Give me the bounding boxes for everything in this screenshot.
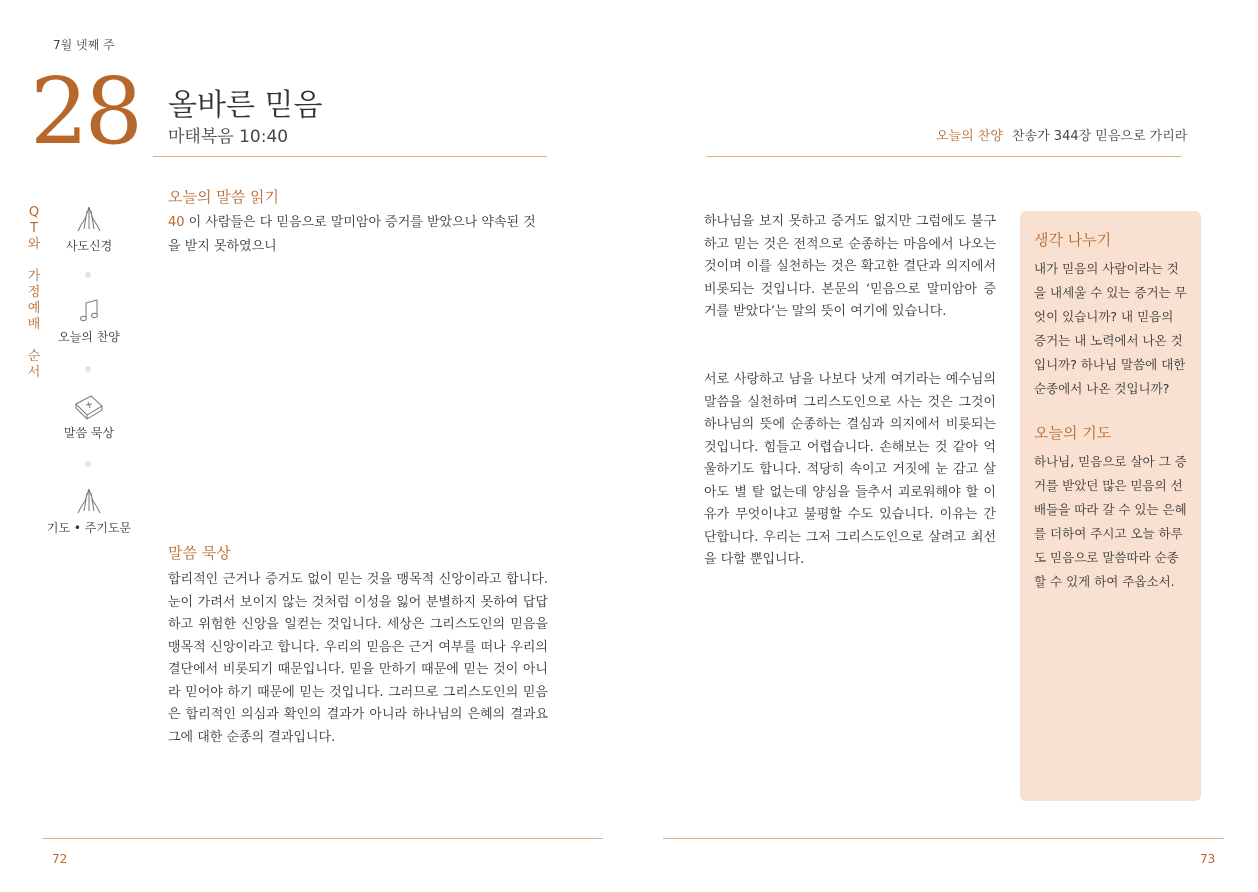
sidebar-item-label: 기도 • 주기도문 — [46, 521, 132, 535]
vertical-title — [25, 205, 43, 381]
vertical-char: 배 — [27, 317, 41, 332]
day-number: 28 — [30, 58, 140, 165]
page-number-right: 73 — [1200, 852, 1216, 866]
vertical-char: 정 — [27, 285, 41, 300]
footer-divider-left — [42, 838, 603, 839]
sidebar-item-label: 오늘의 찬양 — [58, 330, 120, 344]
footer-divider-right — [663, 838, 1224, 839]
vertical-char: 예 — [27, 301, 41, 316]
praying-hands-icon — [74, 205, 104, 233]
vertical-char: T — [30, 221, 38, 236]
header-divider-right — [706, 156, 1181, 157]
bible-icon — [73, 392, 105, 420]
share-heading: 생각 나누기 — [1034, 231, 1112, 249]
sidebar-item-prayer — [44, 487, 134, 536]
reading-heading: 오늘의 말씀 읽기 — [168, 188, 279, 206]
page-title: 올바른 믿음 — [168, 88, 323, 123]
vertical-char: 가 — [27, 269, 41, 284]
sidebar-item-creed — [44, 205, 134, 254]
vertical-char: 와 — [27, 237, 41, 252]
share-text: 내가 믿음의 사람이라는 것을 내세울 수 있는 증거는 무엇이 있습니까? 내 믿음의 증거는 내 노력에서 나온 것입니까? 하나님 말씀에 대한 순종에서 나온 것입니까? — [1034, 261, 1187, 396]
sidebar-item-label: 사도신경 — [65, 239, 113, 253]
music-note-icon — [77, 298, 101, 324]
prayer-text: 하나님, 믿음으로 살아 그 증거를 받았던 많은 믿음의 선배들을 따라 갈 수 있는 은혜를 더하여 주시고 오늘 하루도 믿음으로 말씀따라 순종할 수 있게 하여 주옵소서. — [1034, 454, 1187, 589]
scripture-reference: 마태복음 10:40 — [168, 127, 289, 147]
vertical-char: 서 — [27, 365, 41, 380]
meditation-text: 합리적인 근거나 증거도 없이 믿는 것을 맹목적 신앙이라고 합니다. 눈이 가려서 보이지 않는 것처럼 이성을 잃어 분별하지 못하여 답답하고 위험한 신앙을 일컫는 것입니다. 세상은 그리스도인의 믿음을 맹목적 신앙이라고 합니다. 우리의 믿음은 근거 여부를 떠나 우리의 결단에서 비롯되기 때문입니다. 믿을 만하기 때문에 믿는 것이 아니라 믿어야 하기 때문에 믿는 것입니다. 그러므로 그리스도인의 믿음은 합리적인 의심과 확인의 결과가 아니라 하나님의 은혜의 결과요 그에 대한 순종의 결과입니다. — [168, 572, 548, 745]
body-paragraph-2: 서로 사랑하고 남을 나보다 낫게 여기라는 예수님의 말씀을 실천하며 그리스도인으로 사는 것은 그것이 하나님의 뜻에 순종하는 결심과 의지에서 비롯되는 것입니다. 힘들고 어렵습니다. 손해보는 것 같아 억울하기도 합니다. 적당히 속이고 거짓에 눈 감고 살아도 별 탈 없는데 양심을 들추서 괴로워해야 할 이유가 무엇이냐고 불평할 수도 있습니다. 이유는 간단합니다. 우리는 그저 그리스도인으로 살려고 최선을 다할 뿐입니다. — [704, 372, 996, 567]
vertical-char: 순 — [27, 349, 41, 364]
vertical-gap — [25, 333, 43, 349]
body-paragraph-1: 하나님을 보지 못하고 증거도 없지만 그럼에도 불구하고 믿는 것은 전적으로 순종하는 마음에서 나오는 것이며 이를 실천하는 것은 확고한 결단과 의지에서 비롯되는 것입니다. 본문의 ‘믿음으로 말미암아 증거를 받았다’는 말의 뜻이 여기에 있습니다. — [704, 214, 996, 319]
page-number-left: 72 — [52, 852, 68, 866]
hymn-title: 찬송가 344장 믿음으로 가리라 — [1012, 129, 1188, 144]
sidebar-dot — [85, 461, 91, 467]
sidebar-item-label: 말씀 묵상 — [63, 426, 115, 440]
week-label: 7월 넷째 주 — [53, 38, 115, 52]
praying-hands-icon — [74, 487, 104, 515]
meditation-heading: 말씀 묵상 — [168, 544, 231, 562]
sidebar-item-meditation — [44, 392, 134, 441]
prayer-heading: 오늘의 기도 — [1034, 424, 1112, 442]
verse-number: 40 — [168, 215, 185, 230]
hymn-label: 오늘의 찬양 — [936, 129, 1003, 144]
sidebar-dot — [85, 272, 91, 278]
vertical-gap — [25, 253, 43, 269]
header-divider-left — [153, 156, 547, 157]
vertical-char: Q — [28, 205, 40, 220]
verse-text — [168, 211, 548, 259]
sidebar-item-hymn — [44, 298, 134, 345]
verse-body: 이 사람들은 다 믿음으로 말미암아 증거를 받았으나 약속된 것을 받지 못하였으니 — [168, 215, 536, 254]
sidebar-dot — [85, 366, 91, 372]
